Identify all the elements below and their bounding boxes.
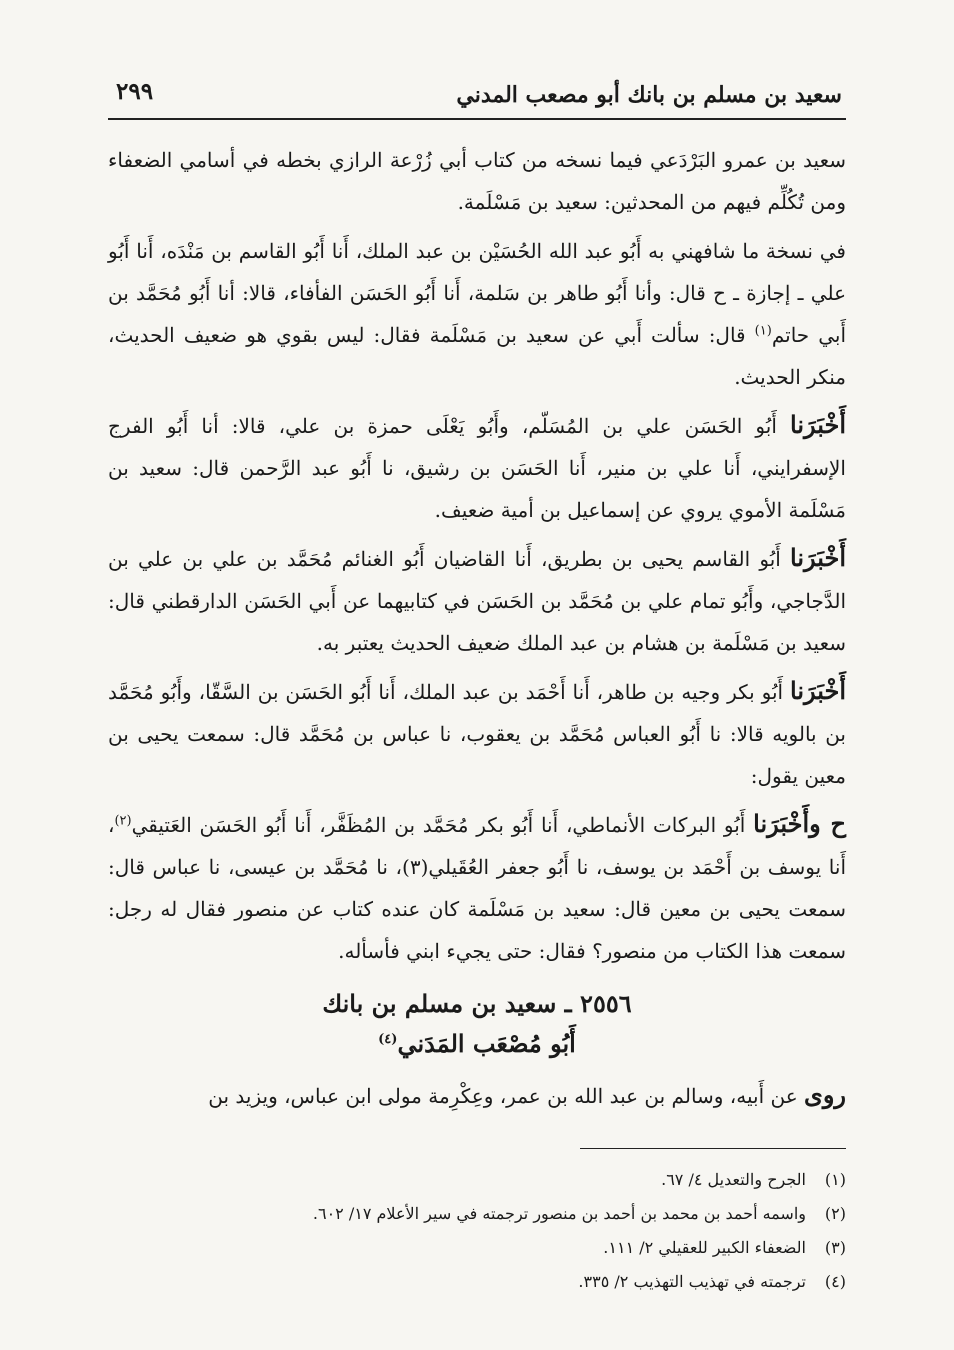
footnotes: [108, 1163, 846, 1299]
footnote-text: الضعفاء الكبير للعقيلي ٢/ ١١١.: [603, 1238, 806, 1257]
paragraph-lead: ح وأَخْبَرَنا: [753, 809, 847, 838]
footnote-text: واسمه أحمد بن محمد بن أحمد بن منصور ترجمته في سير الأعلام ١٧/ ٦٠٢.: [312, 1204, 806, 1223]
paragraph-lead: أَخْبَرَنا: [790, 543, 846, 572]
paragraph-lead: أَخْبَرَنا: [790, 676, 846, 705]
page-header: [112, 78, 842, 116]
footnote-ref: (١): [754, 323, 772, 339]
paragraph-5: [108, 670, 846, 797]
paragraph-text-after: قال: سألت أَبي عن سعيد بن مَسْلَمة فقال: ليس بقوي هو ضعيف الحديث، منكر الحديث.: [108, 323, 846, 389]
main-text: [108, 138, 846, 1123]
paragraph-text: أَبُو بكر وجيه بن طاهر، أَنا أَحْمَد بن عبد الملك، أَنا أَبُو الحَسَن بن السَّقّا، وأَبُو مُحَمَّد بن بالويه قالا: نا أَبُو العباس مُحَمَّد بن يعقوب، نا عباس بن مُحَمَّد قال: سمعت يحيى بن معين يقول:: [108, 680, 846, 788]
closing-paragraph: [108, 1074, 846, 1117]
footnote-2: [108, 1197, 846, 1231]
entry-heading: ٢٥٥٦ ـ سعيد بن مسلم بن بانك: [322, 989, 632, 1018]
footnote-number: (٢): [824, 1204, 846, 1223]
paragraph-3: [108, 404, 846, 531]
footnote-number: (٣): [824, 1238, 846, 1257]
paragraph-2: [108, 229, 846, 398]
paragraph-text-after: ، أَنا يوسف بن أَحْمَد بن يوسف، نا أَبُو جعفر العُقَيلي(٣)، نا مُحَمَّد بن عيسى، نا عباس قال: سمعت يحيى بن معين قال: سعيد بن مَسْلَمة كان عنده كتاب عن منصور فقال له رجل: سمعت هذا الكتاب من منصور؟ فقال: حتى يجيء ابني فأسأله.: [108, 813, 847, 963]
paragraph-text: أَبُو الحَسَن علي بن المُسَلّم، وأَبُو يَعْلَى حمزة بن علي، قالا: أنا أَبُو الفرج الإسفرايني، أَنا علي بن منير، أَنا الحَسَن بن رشيق، نا أَبُو عبد الرَّحمن قال: سعيد بن مَسْلَمة الأموي يروي عن إسماعيل بن أمية ضعيف.: [108, 414, 846, 522]
header-rule: [108, 118, 846, 120]
page-number: ٢٩٩: [116, 78, 154, 105]
footnote-number: (٤): [824, 1272, 846, 1291]
paragraph-lead: روى: [804, 1080, 846, 1109]
paragraph-text: أَبُو البركات الأنماطي، أَنا أَبُو بكر مُحَمَّد بن المُظَفَّر، أَنا أَبُو الحَسَن العَتيقي: [131, 813, 754, 837]
paragraph-6: [108, 803, 846, 972]
footnote-number: (١): [824, 1170, 846, 1189]
paragraph-4: [108, 537, 846, 664]
footnote-ref: (٢): [114, 813, 132, 829]
running-title: سعيد بن مسلم بن بانك أبو مصعب المدني: [456, 82, 842, 108]
footnote-rule: [580, 1148, 846, 1149]
footnote-1: [108, 1163, 846, 1197]
footnote-text: الجرح والتعديل ٤/ ٦٧.: [661, 1170, 806, 1189]
footnote-ref: (٤): [378, 1032, 398, 1047]
paragraph-text: سعيد بن عمرو البَرْدَعي فيما نسخه من كتاب أبي زُرْعة الرازي بخطه في أسامي الضعفاء ومن تُكُلِّم فيهم من المحدثين: سعيد بن مَسْلَمة.: [108, 148, 846, 214]
paragraph-text: عن أَبيه، وسالم بن عبد الله بن عمر، وعِكْرِمة مولى ابن عباس، ويزيد بن: [208, 1084, 805, 1108]
footnote-4: [108, 1265, 846, 1299]
footnote-3: [108, 1231, 846, 1265]
paragraph-text: في نسخة ما شافهني به أَبُو عبد الله الحُسَيْن بن عبد الملك، أَنا أَبُو القاسم بن مَنْدَه، أَنا أَبُو علي ـ إجازة ـ ح قال: وأنا أَبُو طاهر بن سَلمة، أَنا أَبُو الحَسَن الفأفاء، قالا: أنا أَبُو مُحَمَّد بن أَبي حاتم: [108, 239, 846, 347]
entry-subheading: [108, 1024, 846, 1064]
footnote-text: ترجمته في تهذيب التهذيب ٢/ ٣٣٥.: [578, 1272, 806, 1291]
paragraph-lead: أَخْبَرَنا: [790, 410, 846, 439]
paragraph-text: أَبُو القاسم يحيى بن بطريق، أَنا القاضيان أَبُو الغنائم مُحَمَّد بن علي بن علي بن الدَّجاجي، وأَبُو تمام علي بن مُحَمَّد بن الحَسَن في كتابيهما عن أَبي الحَسَن الدارقطني قال: سعيد بن مَسْلَمة بن هشام بن عبد الملك ضعيف الحديث يعتبر به.: [108, 547, 846, 655]
paragraph-1: [108, 138, 846, 223]
entry-subheading-text: أَبُو مُصْعَب المَدَني: [397, 1029, 576, 1058]
